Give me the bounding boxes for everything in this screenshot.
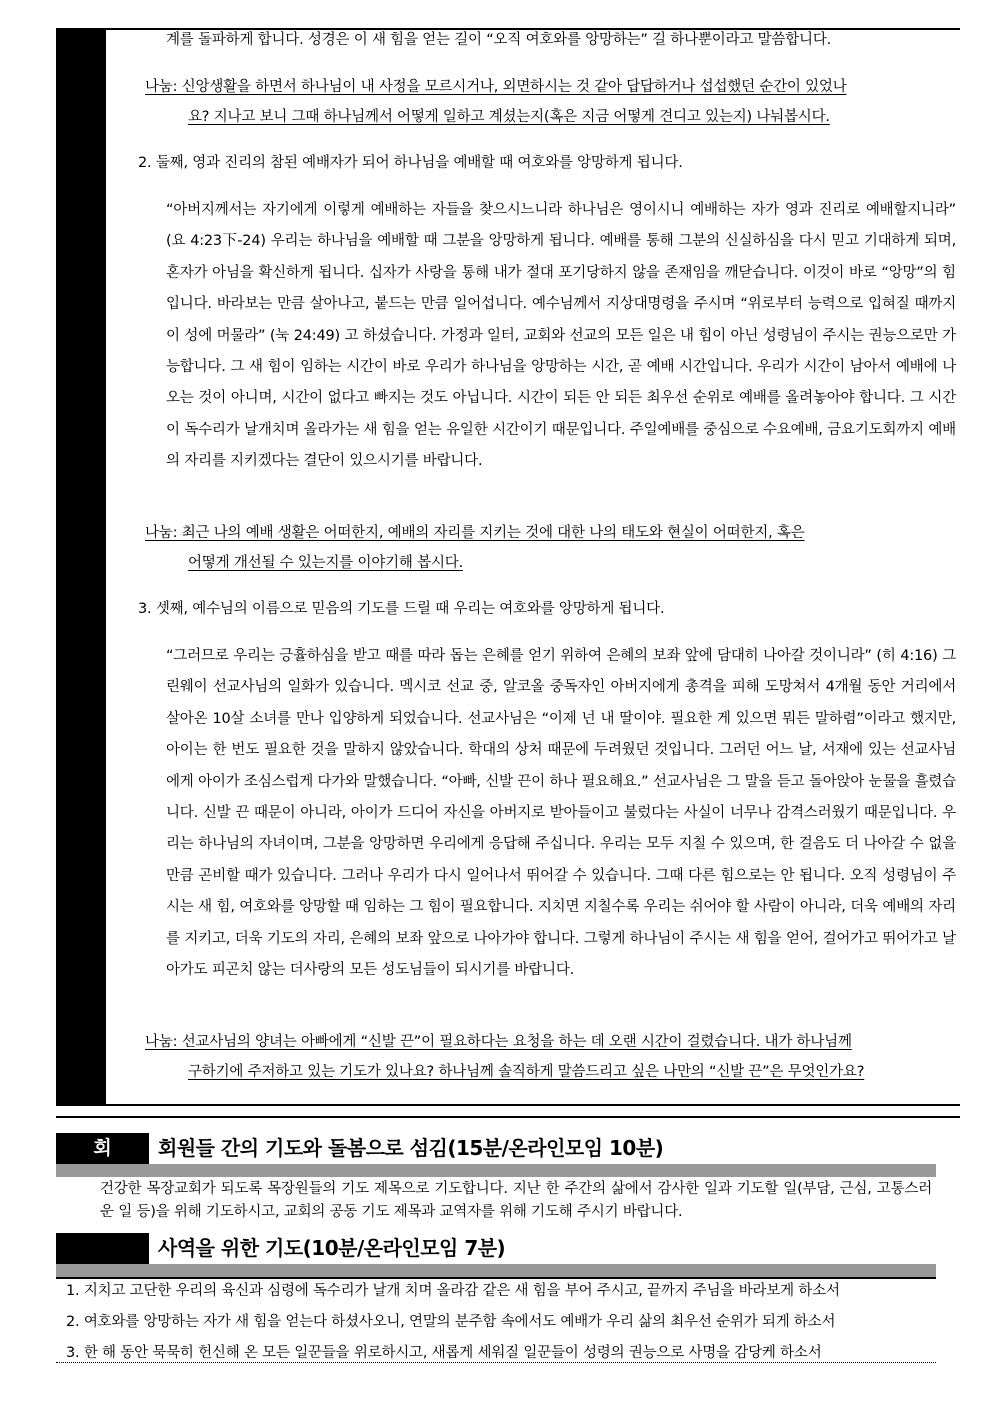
- fellowship-section-body: 건강한 목장교회가 되도록 목장원들의 기도 제목으로 기도합니다. 지난 한 주간의 삶에서 감사한 일과 기도할 일(부담, 근심, 고통스러운 일 등)을 위해 기도하시고, 교회의 공동 기도 제목과 교역자를 위해 기도해 주시기 바랍니다.: [100, 1181, 932, 1220]
- prayer-list-dotted-rule: [56, 1362, 936, 1363]
- section-bottom-rule: [56, 1104, 960, 1106]
- share-question-3-line1: 나눔: 선교사님의 양녀는 아빠에게 “신발 끈”이 필요하다는 요청을 하는 데 오랜 시간이 걸렸습니다. 내가 하나님께: [145, 1034, 852, 1050]
- continued-paragraph-line: 계를 돌파하게 합니다. 성경은 이 새 힘을 얻는 길이 “오직 여호와를 앙망하는” 길 하나뿐이라고 말씀합니다.: [166, 32, 832, 48]
- share-question-1-line2: 요? 지나고 보니 그때 하나님께서 어떻게 일하고 계셨는지(혹은 지금 어떻게 견디고 있는지) 나눠봅시다.: [188, 109, 830, 125]
- ministry-section-band: [56, 1264, 936, 1279]
- fellowship-section-title: 회원들 간의 기도와 돌봄으로 섬김(15분/온라인모임 10분): [158, 1136, 664, 1160]
- point-3-body: “그러므로 우리는 긍휼하심을 받고 때를 따라 돕는 은혜를 얻기 위하여 은혜의 보좌 앞에 담대히 나아갈 것이니라” (히 4:16) 그린웨이 선교사님의 일화가 있습니다. 멕시코 선교 중, 알코올 중독자인 아버지에게 총격을 피해 도망쳐서 4개월 동안 거리에서 살아온 10살 소녀를 만나 입양하게 되었습니다. 선교사님은 “이제 넌 내 딸이야. 필요한 게 있으면 뭐든 말하렴”이라고 했지만, 아이는 한 번도 필요한 것을 말하지 않았습니다. 학대의 상처 때문에 두려웠던 것입니다. 그러던 어느 날, 서재에 있는 선교사님에게 아이가 조심스럽게 다가와 말했습니다. “아빠, 신발 끈이 하나 필요해요.” 선교사님은 그 말을 듣고 돌아앉아 눈물을 흘렸습니다. 신발 끈 때문이 아니라, 아이가 드디어 자신을 아버지로 받아들이고 불렀다는 사실이 너무나 감격스러웠기 때문입니다. 우리는 하나님의 자녀이며, 그분을 앙망하면 우리에게 응답해 주십니다. 우리는 모두 지칠 수 있으며, 한 걸음도 더 나아갈 수 없을 만큼 곤비할 때가 있습니다. 그러나 우리가 다시 일어나서 뛰어갈 수 있습니다. 그때 다른 힘으로는 안 됩니다. 오직 성령님이 주시는 새 힘, 여호와를 앙망할 때 임하는 그 힘이 필요합니다. 지치면 지칠수록 우리는 쉬어야 할 사람이 아니라, 더욱 예배의 자리를 지키고, 더욱 기도의 자리, 은혜의 보좌 앞으로 나아가야 합니다. 그렇게 하나님이 주시는 새 힘을 얻어, 걸어가고 뛰어가고 날아가도 피곤치 않는 더사랑의 모든 성도님들이 되시기를 바랍니다.: [166, 648, 957, 979]
- left-section-bar: [56, 28, 106, 1105]
- point-2-heading: 2. 둘째, 영과 진리의 참된 예배자가 되어 하나님을 예배할 때 여호와를 앙망하게 됩니다.: [138, 155, 683, 171]
- ministry-section-label-block: [56, 1233, 149, 1264]
- share-question-3-line2: 구하기에 주저하고 있는 기도가 있나요? 하나님께 솔직하게 말씀드리고 싶은 나만의 “신발 끈”은 무엇인가요?: [188, 1064, 865, 1080]
- ministry-section-title: 사역을 위한 기도(10분/온라인모임 7분): [158, 1236, 506, 1260]
- section-divider-rule: [56, 1116, 960, 1118]
- prayer-item-3: 3. 한 해 동안 묵묵히 헌신해 온 모든 일꾼들을 위로하시고, 새롭게 세워질 일꾼들이 성령의 권능으로 사명을 감당케 하소서: [66, 1345, 822, 1361]
- share-question-1-line1: 나눔: 신앙생활을 하면서 하나님이 내 사정을 모르시거나, 외면하시는 것 같아 답답하거나 섭섭했던 순간이 있었나: [145, 79, 847, 95]
- share-question-2-line2: 어떻게 개선될 수 있는지를 이야기해 봅시다.: [188, 555, 463, 571]
- prayer-item-1: 1. 지치고 고단한 우리의 육신과 심령에 독수리가 날개 치며 올라감 같은 새 힘을 부어 주시고, 끝까지 주님을 바라보게 하소서: [66, 1283, 840, 1299]
- fellowship-section-label-block: [56, 1133, 149, 1164]
- prayer-item-2: 2. 여호와를 앙망하는 자가 새 힘을 얻는다 하셨사오니, 연말의 분주함 속에서도 예배가 우리 삶의 최우선 순위가 되게 하소서: [66, 1314, 836, 1330]
- point-2-body: “아버지께서는 자기에게 이렇게 예배하는 자들을 찾으시느니라 하나님은 영이시니 예배하는 자가 영과 진리로 예배할지니라” (요 4:23下-24) 우리는 하나님을 예배할 때 그분을 앙망하게 됩니다. 예배를 통해 그분의 신실하심을 다시 믿고 기대하게 되며, 혼자가 아님을 확신하게 됩니다. 십자가 사랑을 통해 내가 절대 포기당하지 않을 존재임을 깨닫습니다. 이것이 바로 “앙망”의 힘입니다. 바라보는 만큼 살아나고, 붙드는 만큼 일어섭니다. 예수님께서 지상대명령을 주시며 “위로부터 능력으로 입혀질 때까지 이 성에 머물라” (눅 24:49) 고 하셨습니다. 가정과 일터, 교회와 선교의 모든 일은 내 힘이 아닌 성령님이 주시는 권능으로만 가능합니다. 그 새 힘이 임하는 시간이 바로 우리가 하나님을 앙망하는 시간, 곧 예배 시간입니다. 우리가 시간이 남아서 예배에 나오는 것이 아니며, 시간이 없다고 빠지는 것도 아닙니다. 시간이 되든 안 되든 최우선 순위로 예배를 올려놓아야 합니다. 그 시간이 독수리가 날개치며 올라가는 새 힘을 얻는 유일한 시간이기 때문입니다. 주일예배를 중심으로 수요예배, 금요기도회까지 예배의 자리를 지키겠다는 결단이 있으시기를 바랍니다.: [166, 202, 957, 470]
- point-3-heading: 3. 셋째, 예수님의 이름으로 믿음의 기도를 드릴 때 우리는 여호와를 앙망하게 됩니다.: [138, 601, 665, 617]
- share-question-2-line1: 나눔: 최근 나의 예배 생활은 어떠한지, 예배의 자리를 지키는 것에 대한 나의 태도와 현실이 어떠한지, 혹은: [145, 525, 805, 541]
- fellowship-section-label: 회: [93, 1137, 112, 1159]
- fellowship-section-band: [56, 1164, 936, 1177]
